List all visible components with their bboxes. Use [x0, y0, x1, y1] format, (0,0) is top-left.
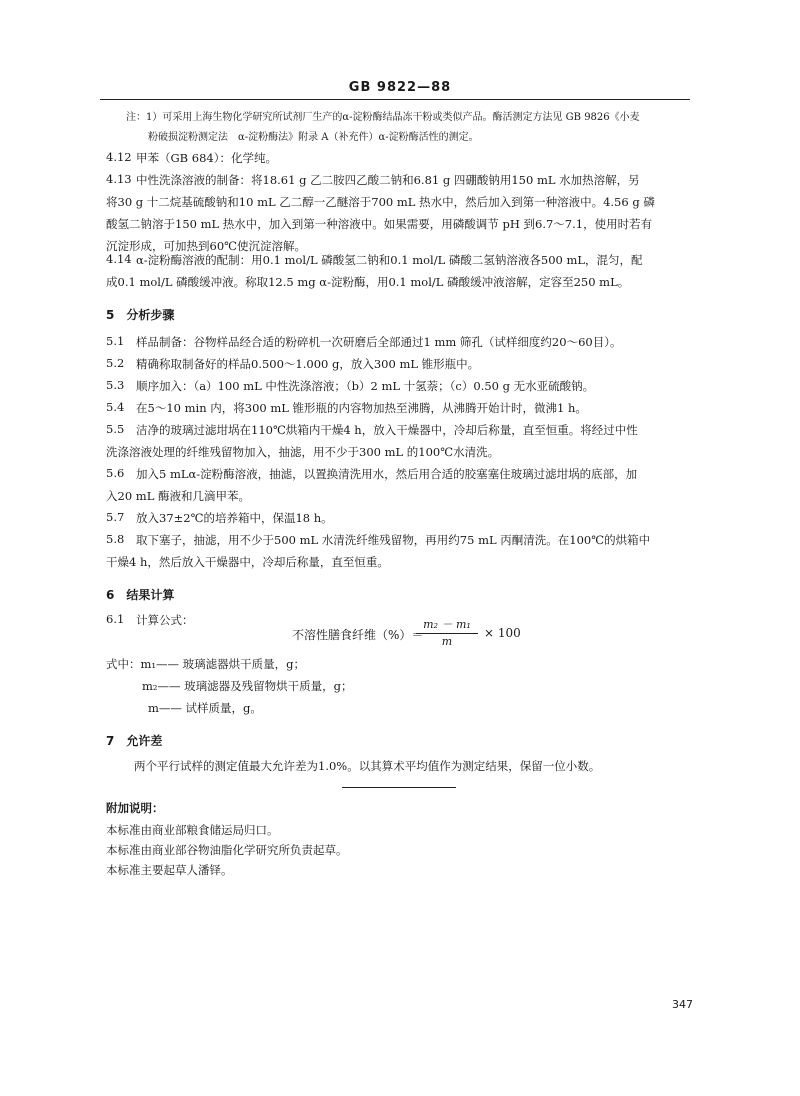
page-number: 347	[672, 998, 693, 1011]
clause-number: 5.4	[106, 400, 125, 414]
fraction-bar	[416, 633, 478, 634]
clause-text: α-淀粉酶溶液的配制：用0.1 mol/L 磷酸氢二钠和0.1 mol/L 磷酸二氢钠溶液各500 mL，混匀，配	[136, 253, 643, 267]
clause-number: 5.3	[106, 378, 125, 392]
clause-text: 沉淀形成，可加热到60℃使沉淀溶解。	[106, 239, 306, 253]
clause-number: 5.5	[106, 422, 125, 436]
additional-note-line: 本标准由商业部粮食储运局归口。	[106, 823, 279, 837]
clause-text: 取下塞子，抽滤，用不少于500 mL 水清洗纤维残留物，再用约75 mL 丙酮清洗。在100℃的烘箱中	[136, 533, 651, 547]
clause-number: 5.7	[106, 510, 125, 524]
additional-notes-title: 附加说明：	[106, 801, 164, 815]
additional-note-line: 本标准由商业部谷物油脂化学研究所负责起草。	[106, 843, 348, 857]
clause-number: 4.13	[106, 172, 132, 186]
footnote-line-1: 注：1）可采用上海生物化学研究所试剂厂生产的α-淀粉酶结晶冻干粉或类似产品。酶活测定方法见 GB 9826《小麦	[126, 112, 640, 123]
clause-text: 洁净的玻璃过滤坩埚在110℃烘箱内干燥4 h，放入干燥器中，冷却后称量，直至恒重。将经过中性	[136, 423, 638, 437]
clause-text: 样品制备：谷物样品经合适的粉碎机一次研磨后全部通过1 mm 筛孔（试样细度约20～60目）。	[136, 335, 622, 349]
end-rule	[342, 787, 456, 788]
clause-number: 5.6	[106, 466, 125, 480]
clause-number: 4.12	[106, 150, 132, 164]
variable-definition: 式中：m₁—— 玻璃滤器烘干质量，g；	[106, 657, 306, 671]
footnote-line-2: 粉破损淀粉测定法 α-淀粉酶法》附录 A（补充件）α-淀粉酶活性的测定。	[148, 132, 479, 143]
clause-number: 5.2	[106, 356, 125, 370]
clause-text: 洗涤溶液处理的纤维残留物加入，抽滤，用不少于300 mL 的100℃水清洗。	[106, 445, 500, 459]
section-title-5: 5 分析步骤	[106, 308, 175, 322]
formula-lhs: 不溶性膳食纤维（%）＝	[292, 628, 424, 642]
clause-text: 顺序加入：（a）100 mL 中性洗涤溶液；（b）2 mL 十氢萘；（c）0.50 g 无水亚硫酸钠。	[136, 379, 595, 393]
clause-number: 5.1	[106, 334, 125, 348]
variable-definition: m₂—— 玻璃滤器及残留物烘干质量，g；	[142, 679, 353, 693]
clause-number: 5.8	[106, 532, 125, 546]
clause-number: 4.14	[106, 252, 132, 266]
clause-text: 计算公式：	[136, 613, 194, 627]
clause-text: 加入5 mLα-淀粉酶溶液，抽滤，以置换清洗用水，然后用合适的胶塞塞住玻璃过滤坩埚的底部，加	[136, 467, 638, 481]
formula-denominator: m	[441, 635, 453, 648]
clause-text: 成0.1 mol/L 磷酸缓冲液。称取12.5 mg α-淀粉酶，用0.1 mol/L 磷酸缓冲液溶解，定容至250 mL。	[106, 275, 630, 289]
clause-text: 在5～10 min 内，将300 mL 锥形瓶的内容物加热至沸腾，从沸腾开始计时，微沸1 h。	[136, 401, 587, 415]
additional-note-line: 本标准主要起草人潘铎。	[106, 863, 233, 877]
clause-number: 6.1	[106, 612, 125, 626]
formula-numerator: m₂ － m₁	[423, 618, 471, 631]
tolerance-text: 两个平行试样的测定值最大允许差为1.0%。以其算术平均值作为测定结果，保留一位小数。	[134, 759, 601, 773]
standard-code-header: GB 9822—88	[348, 80, 452, 95]
section-title-7: 7 允许差	[106, 734, 163, 748]
clause-text: 入20 mL 酶液和几滴甲苯。	[106, 489, 250, 503]
clause-text: 酸氢二钠溶于150 mL 热水中，加入到第一种溶液中。如果需要，用磷酸调节 pH 到6.7～7.1，使用时若有	[106, 217, 653, 231]
clause-text: 放入37±2℃的培养箱中，保温18 h。	[136, 511, 333, 525]
clause-text: 干燥4 h，然后放入干燥器中，冷却后称量，直至恒重。	[106, 555, 389, 569]
clause-text: 甲苯（GB 684）：化学纯。	[136, 151, 277, 165]
clause-text: 将30 g 十二烷基硫酸钠和10 mL 乙二醇一乙醚溶于700 mL 热水中，然后加入到第一种溶液中。4.56 g 磷	[106, 195, 655, 209]
formula	[292, 618, 532, 652]
clause-text: 精确称取制备好的样品0.500～1.000 g，放入300 mL 锥形瓶中。	[136, 357, 480, 371]
formula-rhs: × 100	[484, 626, 521, 640]
variable-definition: m—— 试样质量，g。	[148, 701, 262, 715]
formula-fraction	[414, 618, 480, 649]
section-title-6: 6 结果计算	[106, 588, 175, 602]
clause-text: 中性洗涤溶液的制备：将18.61 g 乙二胺四乙酸二钠和6.81 g 四硼酸钠用150 mL 水加热溶解，另	[136, 173, 640, 187]
header-rule	[100, 99, 690, 100]
